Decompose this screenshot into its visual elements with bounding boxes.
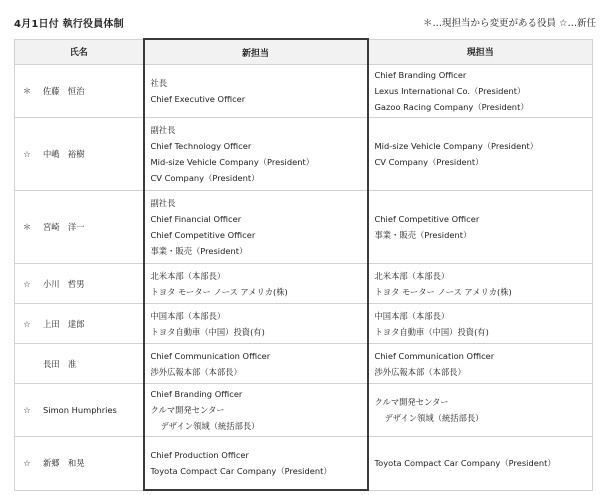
legend-note: ＊…現担当から変更がある役員 ☆…新任 xyxy=(422,18,596,29)
name-cell xyxy=(15,304,144,344)
role-line: Chief Technology Officer xyxy=(150,141,252,151)
role-line: Chief Financial Officer xyxy=(150,214,242,224)
role-line: トヨタ モーター ノース アメリカ(株) xyxy=(150,286,288,297)
person-name: 長田 准 xyxy=(43,358,77,369)
table-row xyxy=(15,118,593,191)
person-name: 中嶋 裕樹 xyxy=(43,149,85,159)
role-line: Toyota Compact Car Company（President） xyxy=(374,458,556,469)
role-line: Gazoo Racing Company（President） xyxy=(374,102,529,112)
role-line: 渉外広報本部（本部長） xyxy=(150,366,242,377)
new-role-cell xyxy=(144,264,368,304)
status-mark: ＊ xyxy=(22,222,32,232)
role-line: CV Company（President） xyxy=(150,173,260,183)
new-role-cell xyxy=(144,384,368,437)
role-line: 中国本部（本部長） xyxy=(150,310,226,321)
role-line: 渉外広報本部（本部長） xyxy=(374,366,466,377)
role-line: 北米本部（本部長） xyxy=(150,270,226,281)
current-role-cell xyxy=(368,344,593,384)
new-role-cell xyxy=(144,191,368,264)
role-line: クルマ開発センター xyxy=(150,405,225,415)
role-line: デザイン領域（統括部長） xyxy=(384,413,484,423)
executive-table xyxy=(14,38,593,491)
table-row xyxy=(15,65,593,118)
role-line: Chief Executive Officer xyxy=(150,94,246,104)
role-line: Chief Branding Officer xyxy=(374,70,467,80)
name-cell xyxy=(15,191,144,264)
role-line: Mid-size Vehicle Company（President） xyxy=(374,141,539,151)
role-line: Chief Communication Officer xyxy=(150,350,271,361)
person-name: 小川 哲男 xyxy=(43,278,85,289)
status-mark: ☆ xyxy=(23,405,31,415)
current-role-cell xyxy=(368,65,593,118)
role-line: Chief Communication Officer xyxy=(374,350,495,361)
table-row xyxy=(15,191,593,264)
table-header-row xyxy=(15,39,593,65)
person-name: 上田 達郎 xyxy=(43,318,85,329)
person-name: Simon Humphries xyxy=(43,405,117,415)
role-line: Chief Competitive Officer xyxy=(374,214,480,224)
role-line: 副社長 xyxy=(150,198,176,208)
role-line: デザイン領域（統括部長） xyxy=(160,421,260,431)
role-line: 社長 xyxy=(150,78,168,88)
role-line: 事業・販売（President） xyxy=(150,246,248,256)
current-role-cell xyxy=(368,118,593,191)
name-cell xyxy=(15,264,144,304)
new-role-cell xyxy=(144,118,368,191)
current-role-cell xyxy=(368,384,593,437)
document-header xyxy=(14,14,596,30)
table-row xyxy=(15,304,593,344)
new-role-cell xyxy=(144,344,368,384)
name-cell xyxy=(15,344,144,384)
status-mark: ☆ xyxy=(23,318,31,329)
status-mark: ☆ xyxy=(23,149,31,159)
role-line: Chief Competitive Officer xyxy=(150,230,256,240)
role-line: 事業・販売（President） xyxy=(374,230,472,240)
column-header-new-role: 新担当 xyxy=(144,39,368,65)
role-line: CV Company（President） xyxy=(374,157,484,167)
table-row xyxy=(15,384,593,437)
role-line: クルマ開発センター xyxy=(374,397,449,407)
role-line: Chief Branding Officer xyxy=(150,389,243,399)
role-line: トヨタ自動車（中国）投資(有) xyxy=(150,326,265,337)
table-row xyxy=(15,264,593,304)
role-line: 副社長 xyxy=(150,125,176,135)
name-cell xyxy=(15,437,144,491)
table-row xyxy=(15,344,593,384)
person-name: 宮崎 洋一 xyxy=(43,222,85,232)
page-title: 4月1日付 執行役員体制 xyxy=(14,18,124,30)
role-line: トヨタ自動車（中国）投資(有) xyxy=(374,326,489,337)
status-mark: ☆ xyxy=(23,278,31,289)
role-line: Toyota Compact Car Company（President） xyxy=(150,466,332,476)
role-line: 中国本部（本部長） xyxy=(374,310,450,321)
name-cell xyxy=(15,384,144,437)
current-role-cell xyxy=(368,191,593,264)
name-cell xyxy=(15,65,144,118)
current-role-cell xyxy=(368,304,593,344)
status-mark: ＊ xyxy=(22,86,32,96)
role-line: 北米本部（本部長） xyxy=(374,270,450,281)
new-role-cell xyxy=(144,437,368,491)
role-line: Mid-size Vehicle Company（President） xyxy=(150,157,315,167)
name-cell xyxy=(15,118,144,191)
current-role-cell xyxy=(368,264,593,304)
role-line: トヨタ モーター ノース アメリカ(株) xyxy=(374,286,512,297)
column-header-name: 氏名 xyxy=(15,39,144,65)
role-line: Lexus International Co.（President） xyxy=(374,86,526,96)
new-role-cell xyxy=(144,65,368,118)
current-role-cell xyxy=(368,437,593,491)
column-header-current-role: 現担当 xyxy=(368,39,593,65)
person-name: 新郷 和晃 xyxy=(43,458,85,469)
status-mark: ☆ xyxy=(23,458,31,469)
person-name: 佐藤 恒治 xyxy=(43,86,85,96)
table-row xyxy=(15,437,593,491)
role-line: Chief Production Officer xyxy=(150,450,249,460)
new-role-cell xyxy=(144,304,368,344)
